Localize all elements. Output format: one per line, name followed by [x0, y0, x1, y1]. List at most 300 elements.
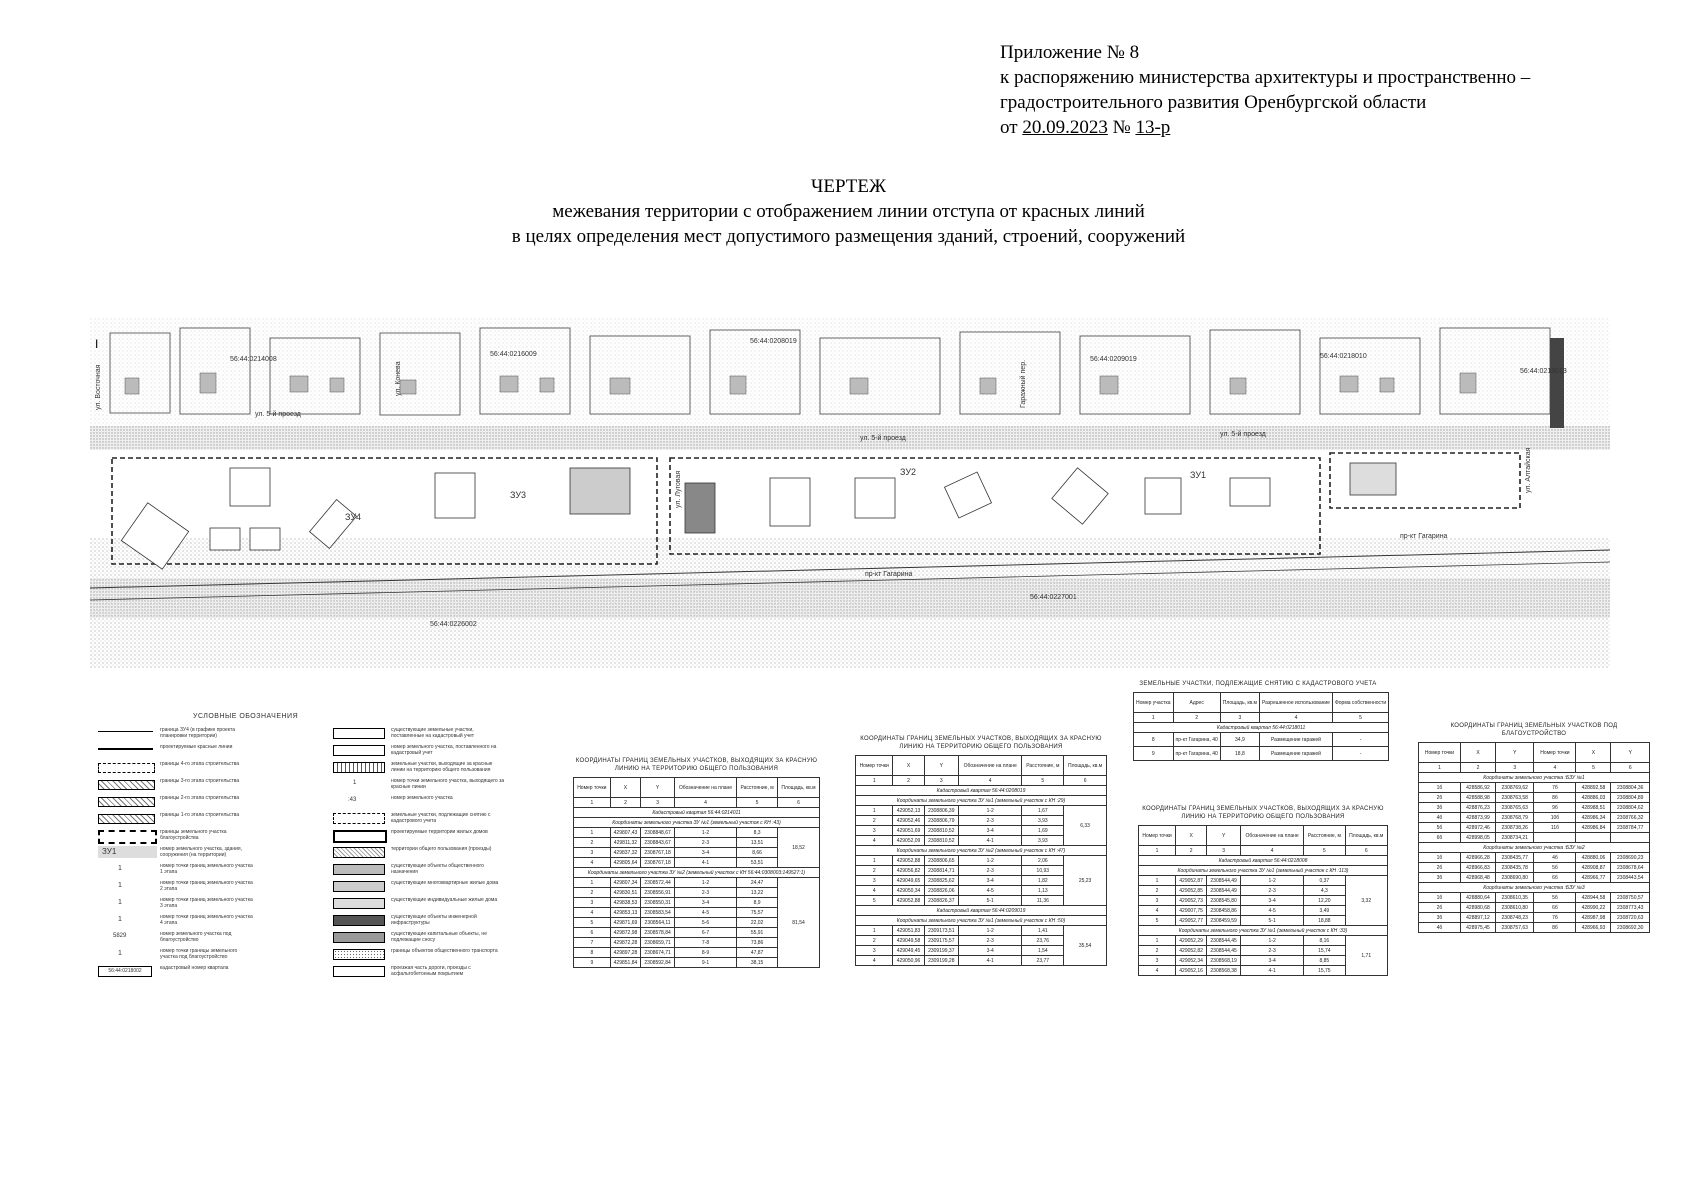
table-cell: 2308678,64	[1611, 863, 1650, 873]
table-cell: Кадастровый квартал 56:44:0218011	[1134, 723, 1389, 733]
table-cell: 6	[1064, 776, 1107, 786]
table-cell: 5б	[1419, 823, 1461, 833]
table-cell: 429052,46	[893, 816, 924, 826]
table-cell: 429049,58	[893, 936, 924, 946]
appendix-header	[1000, 40, 1530, 140]
table-cell: 3	[1139, 896, 1176, 906]
legend-label: 1	[118, 950, 122, 957]
table-cell: 1	[856, 806, 893, 816]
table-cell: 4-1	[958, 836, 1022, 846]
table-cell: 2308806,79	[924, 816, 958, 826]
table-cell: 3б	[1419, 803, 1461, 813]
table-cell: 9	[574, 958, 611, 968]
table-row	[574, 798, 820, 808]
table-row	[1419, 903, 1650, 913]
table-row	[856, 926, 1107, 936]
table-cell: Кадастровый квартал 56:44:0208019	[856, 786, 1107, 796]
legend-item	[333, 931, 508, 948]
legend-symbol	[333, 728, 385, 739]
legend-item	[333, 727, 508, 744]
table-cell: Y	[1611, 743, 1650, 763]
street-label: ул. Алтайская	[1525, 447, 1532, 493]
table-cell: 3-4	[1241, 896, 1304, 906]
table-cell: 428876,23	[1460, 803, 1495, 813]
zone-label: ЗУ1	[1190, 470, 1207, 480]
table-row	[574, 818, 820, 828]
table-cell: 4	[856, 956, 893, 966]
table-cell: 429052,85	[1176, 886, 1207, 896]
table-cell: 2308544,49	[1207, 876, 1241, 886]
table-cell: 6	[1345, 846, 1387, 856]
legend-item	[333, 897, 508, 914]
coordinates-table-2	[855, 735, 1107, 966]
table-cell: 2308568,38	[1207, 966, 1241, 976]
table-cell: 5б	[1534, 863, 1576, 873]
table-cell: Номер точки	[1419, 743, 1461, 763]
table-cell: 2308583,54	[641, 908, 675, 918]
table-cell: 2б	[1419, 863, 1461, 873]
legend-label: существующие объекты инженерной инфраструктуры	[391, 914, 477, 926]
table-cell: 4,3	[1304, 886, 1345, 896]
table-cell: 1б	[1419, 783, 1461, 793]
legend-symbol	[333, 966, 385, 977]
table-cell: 18,8	[1220, 747, 1259, 761]
table-cell: Площадь, кв.м	[1345, 826, 1387, 846]
table-cell: 2б	[1419, 793, 1461, 803]
legend-symbol	[333, 762, 385, 773]
legend-symbol	[98, 748, 153, 750]
table-cell: 429897,28	[610, 948, 641, 958]
table-cell: 428880,06	[1576, 853, 1611, 863]
legend-label: границы 3-го этапа строительства	[160, 778, 240, 784]
legend-item	[333, 863, 508, 880]
legend-label: номер точки границ земельного участка 2 этапа	[160, 880, 253, 892]
table-cell: 5	[737, 798, 778, 808]
table-cell: 3,32	[1345, 876, 1387, 926]
table-cell: 428988,51	[1576, 803, 1611, 813]
table-cell: 5	[1139, 916, 1176, 926]
table-cell: 35,54	[1064, 926, 1107, 966]
table-row	[1139, 846, 1388, 856]
table-cell: пр-кт Гагарина, 40	[1173, 733, 1220, 747]
legend-symbol	[98, 814, 155, 824]
table-cell: Площадь, кв.м	[1064, 756, 1107, 776]
table-cell: 3-4	[958, 946, 1022, 956]
legend-item	[333, 744, 508, 761]
quarter-label: 56:44:0227001	[1030, 594, 1077, 601]
legend-label: 1	[118, 916, 122, 923]
table-cell: 4-1	[958, 956, 1022, 966]
table-cell: 8б	[1534, 923, 1576, 933]
table-cell: 2308810,52	[924, 836, 958, 846]
table-cell: 3б	[1419, 873, 1461, 883]
appendix-number: Приложение № 8	[1000, 42, 1140, 63]
table-cell: 2308738,26	[1496, 823, 1534, 833]
table-row	[1134, 747, 1389, 761]
street-label: ул. Луговая	[675, 470, 682, 508]
table-cell: 2308804,89	[1611, 793, 1650, 803]
table-row	[1419, 923, 1650, 933]
table-cell: 1,82	[1022, 876, 1064, 886]
table-cell: 5-1	[1241, 916, 1304, 926]
table-cell: 2308826,37	[924, 896, 958, 906]
zone-label: ЗУ2	[900, 467, 917, 477]
table-cell: 2	[574, 838, 611, 848]
table-row	[1419, 893, 1650, 903]
legend-label: номер земельного участка, поставленного на кадастровый учет	[391, 744, 497, 756]
table-cell: 1-2	[674, 828, 736, 838]
coordinates-table-4	[1138, 805, 1388, 976]
table-row	[1419, 873, 1650, 883]
table-row	[1139, 866, 1388, 876]
table-cell: Номер точки	[1139, 826, 1176, 846]
table-cell: 2308659,71	[641, 938, 675, 948]
table-cell: 3	[641, 798, 675, 808]
table-cell: Номер точки	[574, 778, 611, 798]
legend-label: проектируемые территории жилых домов	[391, 829, 488, 835]
drawing-title	[0, 174, 1697, 249]
table-cell: Разрешенное использование	[1260, 693, 1333, 713]
legend-symbol	[333, 932, 385, 943]
table-cell: 24,47	[737, 878, 778, 888]
table-cell: 428986,84	[1576, 823, 1611, 833]
table-cell: 5	[1332, 713, 1388, 723]
legend-label: существующие многоквартирные жилые дома	[391, 880, 499, 886]
table-cell: 2308734,21	[1496, 833, 1534, 843]
table-cell: 2308766,32	[1611, 813, 1650, 823]
table-cell: 38,15	[737, 958, 778, 968]
legend-item	[333, 829, 508, 846]
table-cell: 8,9	[737, 898, 778, 908]
quarter-label: 56:44:0218010	[1320, 353, 1367, 360]
table-cell: 2308804,62	[1611, 803, 1650, 813]
legend-symbol	[98, 797, 155, 807]
table-cell: X	[1460, 743, 1495, 763]
legend-label: 56:44:0218002	[98, 966, 152, 977]
legend-item	[98, 778, 258, 795]
table-caption: КООРДИНАТЫ ГРАНИЦ ЗЕМЕЛЬНЫХ УЧАСТКОВ, ВЫХОДЯЩИХ ЗА КРАСНУЮ ЛИНИЮ НА ТЕРРИТОРИЮ ОБЩЕГО ПОЛЬЗОВАНИЯ	[575, 758, 818, 772]
appendix-ministry-line: градостроительного развития Оренбургской области	[1000, 92, 1427, 113]
table-caption: КООРДИНАТЫ ГРАНИЦ ЗЕМЕЛЬНЫХ УЧАСТКОВ, ВЫХОДЯЩИХ ЗА КРАСНУЮ ЛИНИЮ НА ТЕРРИТОРИЮ ОБЩЕГО ПОЛЬЗОВАНИЯ	[1142, 806, 1384, 820]
table-cell: 2308610,80	[1496, 903, 1534, 913]
legend-item	[333, 880, 508, 897]
table-cell: 4	[1139, 906, 1176, 916]
table-row	[856, 806, 1107, 816]
table-cell: Обозначение на плане	[1241, 826, 1304, 846]
order-date: 20.09.2023	[1022, 117, 1108, 138]
table-cell: 8	[574, 948, 611, 958]
date-prefix: от	[1000, 117, 1018, 138]
legend-label: 1	[118, 899, 122, 906]
table-cell: 7б	[1534, 783, 1576, 793]
table-cell: Расстояние, м	[1022, 756, 1064, 776]
legend-item	[98, 965, 258, 982]
table-cell: 428986,34	[1576, 813, 1611, 823]
table-cell: 1	[574, 828, 611, 838]
legend-symbol	[333, 830, 387, 843]
table-cell: 4б	[1534, 853, 1576, 863]
legend-symbol	[333, 745, 385, 756]
table-cell: 429052,29	[1176, 936, 1207, 946]
table-cell: 2308564,11	[641, 918, 675, 928]
table-cell: 4-1	[674, 858, 736, 868]
table-cell: Координаты земельного участка :БЗУ №2	[1419, 843, 1650, 853]
table-cell: 2	[1460, 763, 1495, 773]
table-cell: 428966,77	[1576, 873, 1611, 883]
table-row	[1419, 803, 1650, 813]
legend-label: номер земельного участка, здания, сооружения (на территории)	[160, 846, 243, 858]
legend-symbol	[98, 763, 155, 773]
table-cell: 3	[574, 898, 611, 908]
table-cell: 1-2	[958, 926, 1022, 936]
legend-symbol	[333, 898, 385, 909]
table-cell: 2	[1139, 886, 1176, 896]
table-cell: Координаты земельного участка ЗУ №2 (земельный участок с КН 56:44:0308003:149527:1)	[574, 868, 820, 878]
table-cell: 2308435,78	[1496, 863, 1534, 873]
table-row	[1134, 733, 1389, 747]
table-cell: 4	[1139, 966, 1176, 976]
legend-symbol	[333, 915, 385, 926]
table-cell: Координаты земельного участка :БЗУ №1	[1419, 773, 1650, 783]
table-cell: 4-5	[958, 886, 1022, 896]
table-cell: 429807,43	[610, 828, 641, 838]
table-cell: 25,23	[1064, 856, 1107, 906]
table-cell: 1-2	[1241, 936, 1304, 946]
table-cell	[1534, 833, 1576, 843]
table-cell: 2308459,59	[1207, 916, 1241, 926]
number-prefix: №	[1112, 117, 1131, 138]
table-cell: 2-3	[958, 936, 1022, 946]
table-cell: 5	[1304, 846, 1345, 856]
table-cell: 2	[893, 776, 924, 786]
quarter-label: 56:44:0208019	[750, 338, 797, 345]
table-row	[856, 756, 1107, 776]
table-caption: КООРДИНАТЫ ГРАНИЦ ЗЕМЕЛЬНЫХ УЧАСТКОВ ПОД БЛАГОУСТРОЙСТВО	[1450, 723, 1618, 737]
table-cell: 3,49	[1304, 906, 1345, 916]
table-cell: 2309199,37	[924, 946, 958, 956]
table-row	[856, 916, 1107, 926]
table-cell: 5б	[1534, 893, 1576, 903]
table-cell: 6б	[1534, 873, 1576, 883]
table-cell: Y	[924, 756, 958, 776]
table-cell: 2308720,63	[1611, 913, 1650, 923]
table-cell: 5	[1022, 776, 1064, 786]
table-cell: 1,41	[1022, 926, 1064, 936]
table-cell: 2308750,57	[1611, 893, 1650, 903]
table-cell: 1	[856, 856, 893, 866]
legend-symbol	[98, 830, 157, 844]
table-cell: 428944,58	[1576, 893, 1611, 903]
table-cell: 429052,34	[1176, 956, 1207, 966]
table-cell: 429007,75	[1176, 906, 1207, 916]
legend-item	[98, 846, 258, 863]
legend-label: существующие индивидуальные жилые дома	[391, 897, 498, 903]
table-cell: 1,67	[1022, 806, 1064, 816]
table-cell: 2308814,71	[924, 866, 958, 876]
title-line3: в целях определения мест допустимого размещения зданий, строений, сооружений	[511, 226, 1186, 247]
table-cell: 8-9	[674, 948, 736, 958]
legend-label: проезжая часть дороги, проезды с асфальтобетонным покрытием	[391, 965, 471, 977]
table-cell: 4б	[1419, 813, 1461, 823]
table-row	[856, 856, 1107, 866]
table-row	[574, 878, 820, 888]
table-cell: 429851,84	[610, 958, 641, 968]
street-label: пр-кт Гагарина	[865, 571, 913, 578]
legend-item	[98, 863, 258, 880]
table-cell: 2308690,23	[1611, 853, 1650, 863]
table-row	[574, 778, 820, 798]
table-cell	[1576, 833, 1611, 843]
table-row	[1419, 793, 1650, 803]
table-cell: 428873,99	[1460, 813, 1495, 823]
legend-item	[333, 761, 508, 778]
table-cell: 2-3	[958, 866, 1022, 876]
legend-item	[333, 812, 508, 829]
legend-label: проектируемые красные линии	[160, 744, 233, 750]
table-cell: 1	[574, 878, 611, 888]
table-cell: 429050,34	[893, 886, 924, 896]
table-cell: 1,54	[1022, 946, 1064, 956]
table-cell: Площадь, кв.м	[778, 778, 820, 798]
table-cell: 1-2	[1241, 876, 1304, 886]
table-row	[574, 828, 820, 838]
north-arrow: I	[95, 337, 99, 351]
table-cell: 429052,88	[893, 856, 924, 866]
table-cell: Расстояние, м	[737, 778, 778, 798]
table-cell: 428972,46	[1460, 823, 1495, 833]
table-cell: 2308578,84	[641, 928, 675, 938]
table-cell: 3-4	[958, 876, 1022, 886]
table-cell: 8,85	[1304, 956, 1345, 966]
table-row	[1419, 853, 1650, 863]
table-cell: 18,52	[778, 828, 820, 868]
legend-label: существующие капитальные объекты, не подлежащие сносу	[391, 931, 487, 943]
legend-item	[98, 931, 258, 948]
table-cell: Расстояние, м	[1304, 826, 1345, 846]
table-cell: 4	[674, 798, 736, 808]
table-cell: 428975,45	[1460, 923, 1495, 933]
legend-label: границы земельного участка благоустройства	[160, 829, 227, 841]
table-cell: Кадастровый квартал 56:44:0218008	[1139, 856, 1388, 866]
table-cell: 2	[610, 798, 641, 808]
table-cell: 18,88	[1304, 916, 1345, 926]
legend-item	[333, 914, 508, 931]
table-cell: 429052,16	[1176, 966, 1207, 976]
table-row	[1419, 913, 1650, 923]
table-cell: 429052,88	[893, 896, 924, 906]
landscaping-coordinates-table	[1418, 722, 1650, 933]
table-cell: 2308568,19	[1207, 956, 1241, 966]
table-cell: 1,69	[1022, 826, 1064, 836]
table-cell: 7б	[1534, 913, 1576, 923]
legend-symbol: :43	[348, 797, 357, 803]
table-cell: 7-8	[674, 938, 736, 948]
table-cell: Кадастровый квартал 56:44:0214011	[574, 808, 820, 818]
table-cell: 11,36	[1022, 896, 1064, 906]
legend-label: границы 2-го этапа строительства	[160, 795, 240, 801]
table-cell: 1,13	[1022, 886, 1064, 896]
table-row	[1419, 773, 1650, 783]
table-cell: 2308545,80	[1207, 896, 1241, 906]
table-cell: 6	[778, 798, 820, 808]
table-cell: 4	[574, 858, 611, 868]
table-cell: 53,51	[737, 858, 778, 868]
table-cell: 8,3	[737, 828, 778, 838]
table-row	[856, 906, 1107, 916]
legend-item	[98, 795, 258, 812]
table-cell: 2309199,28	[924, 956, 958, 966]
legend-label: земельные участки, выходящие за красные линии на территорию общего пользования	[391, 761, 493, 773]
legend-label: существующие объекты общественного назначения	[391, 863, 484, 875]
table-row	[574, 808, 820, 818]
table-cell: 2309173,51	[924, 926, 958, 936]
table-cell: Координаты земельного участка ЗУ №1 (земельный участок с КН :113)	[1139, 866, 1388, 876]
table-cell: 5-1	[958, 896, 1022, 906]
table-cell: 2308610,35	[1496, 893, 1534, 903]
table-cell: 6,33	[1064, 806, 1107, 846]
table-cell: 9	[1134, 747, 1174, 761]
table-cell: 429805,64	[610, 858, 641, 868]
table-cell: 2308765,63	[1496, 803, 1534, 813]
table-row	[1419, 883, 1650, 893]
table-row	[1419, 743, 1650, 763]
table-cell: Форма собственности	[1332, 693, 1388, 713]
table-cell: 2308544,45	[1207, 936, 1241, 946]
table-cell: 2308767,18	[641, 858, 675, 868]
legend-label: номер земельного участка под благоустройство	[160, 931, 232, 943]
legend-item	[98, 914, 258, 931]
table-cell: 6	[574, 928, 611, 938]
legend-label: кадастровый номер квартала	[160, 965, 229, 971]
street-label: ул. 5-й проезд	[860, 435, 906, 442]
quarter-label: 56:44:0209019	[1090, 356, 1137, 363]
legend-item	[333, 965, 508, 982]
table-cell: 4-5	[1241, 906, 1304, 916]
table-cell: 3	[1207, 846, 1241, 856]
table-cell: 2308592,84	[641, 958, 675, 968]
legend-label: земельные участки, подлежащие снятию с кадастрового учета	[391, 812, 491, 824]
legend-item	[333, 778, 508, 795]
table-cell: 429838,53	[610, 898, 641, 908]
table-cell: Номер точки	[1534, 743, 1576, 763]
table-cell: 6-7	[674, 928, 736, 938]
table-cell: 429051,69	[893, 826, 924, 836]
legend-symbol	[333, 847, 385, 858]
table-cell: Y	[641, 778, 675, 798]
table-cell: 8	[1134, 733, 1174, 747]
appendix-order-line: к распоряжению министерства архитектуры и пространственно –	[1000, 67, 1531, 88]
table-row	[856, 776, 1107, 786]
table-cell: 3-4	[674, 848, 736, 858]
legend-symbol	[333, 949, 385, 960]
table-cell: 15,75	[1304, 966, 1345, 976]
table-cell: 429051,83	[893, 926, 924, 936]
table-cell: 2308784,77	[1611, 823, 1650, 833]
table-cell: 75,57	[737, 908, 778, 918]
table-cell: 3б	[1419, 913, 1461, 923]
table-row	[1419, 863, 1650, 873]
table-cell: 2309175,57	[924, 936, 958, 946]
table-cell: Координаты земельного участка ЗУ №2 (земельный участок с КН :47)	[856, 846, 1107, 856]
table-cell: 2	[1139, 946, 1176, 956]
legend-item	[333, 948, 508, 965]
table-cell: 6	[1611, 763, 1650, 773]
table-cell: 2	[1173, 713, 1220, 723]
table-cell: 429052,82	[1176, 946, 1207, 956]
table-cell: -	[1332, 733, 1388, 747]
legend-label: граница ЗУ4 (в графике проекта планировки территории)	[160, 727, 236, 739]
legend-label: существующие земельные участки, поставленные на кадастровый учет	[391, 727, 475, 739]
